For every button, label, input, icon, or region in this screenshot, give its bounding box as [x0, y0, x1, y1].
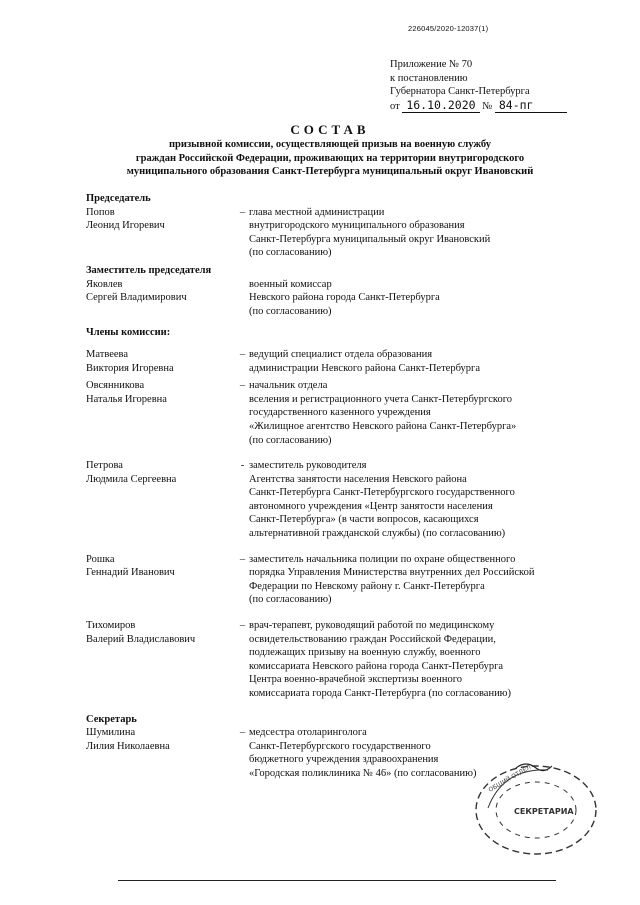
member-given-name: Наталья Игоревна [86, 393, 167, 405]
commission-roster [86, 192, 616, 781]
dash: – [239, 727, 246, 739]
member-duty-line: «Городская поликлиника № 46» (по согласованию) [249, 767, 477, 779]
member-entry [86, 379, 616, 447]
handwritten-number: 84-пг [495, 98, 568, 113]
stamp-ring-text: ОБЩИЙ ОТДЕЛ [487, 763, 533, 794]
member-duty-line: (по согласованию) [249, 247, 332, 259]
member-duty-line: вселения и регистрационного учета Санкт-Петербургского [249, 393, 512, 405]
member-given-name: Леонид Игоревич [86, 220, 165, 232]
member-entry [86, 206, 616, 260]
member-duty-line: порядка Управления Министерства внутренних дел Российской [249, 567, 535, 579]
member-duty-line: глава местной администрации [249, 206, 385, 218]
member-given-name: Сергей Владимирович [86, 292, 187, 304]
subtitle-line-2: граждан Российской Федерации, проживающих на территории внутригородского [135, 152, 525, 164]
bottom-rule [118, 880, 556, 881]
member-duty-line: (по согласованию) [249, 305, 332, 317]
member-duty-line: бюджетного учреждения здравоохранения [249, 754, 439, 766]
member-duty-line: комиссариата города Санкт-Петербурга (по согласованию) [249, 688, 512, 699]
member-duty-line: военный комиссар [249, 278, 332, 290]
dash: – [239, 620, 246, 632]
member-duty-line: (по согласованию) [249, 594, 332, 606]
member-given-name: Виктория Игоревна [86, 362, 174, 374]
section-chairman: Председатель [86, 193, 151, 204]
member-duty-line: Санкт-Петербурга» (в части вопросов, касающихся [249, 514, 479, 526]
handwritten-date: 16.10.2020 [402, 98, 479, 113]
member-surname: Попов [86, 206, 115, 218]
member-duty-line: Невского района города Санкт-Петербурга [249, 292, 440, 304]
section-secretary: Секретарь [86, 713, 137, 725]
member-surname: Петрова [86, 460, 123, 472]
section-members: Члены комиссии: [86, 327, 171, 339]
stamp-center-text: СЕКРЕТАРИА [514, 807, 574, 816]
appendix-block [390, 58, 567, 113]
member-duty-line: заместитель начальника полиции по охране общественного [249, 553, 516, 565]
member-duty-line: Федерации по Невскому району г. Санкт-Петербурга [249, 580, 485, 592]
from-prefix: от [390, 100, 400, 112]
official-stamp [468, 758, 603, 860]
member-duty-line: внутригородского муниципального образования [249, 220, 465, 232]
number-sign: № [482, 100, 493, 112]
dash: – [239, 206, 246, 218]
member-given-name: Людмила Сергеевна [86, 473, 177, 485]
member-duty-line: ведущий специалист отдела образования [249, 348, 433, 360]
member-duty-line: медсестра отоларинголога [249, 727, 367, 739]
member-duty-line: Центра военно-врачебной экспертизы военного [249, 674, 463, 686]
member-surname: Овсянникова [86, 380, 145, 392]
member-entry [86, 553, 616, 607]
document-number: 226045/2020-12037(1) [408, 24, 489, 33]
member-duty-line: врач-терапевт, руководящий работой по медицинскому [249, 620, 495, 632]
member-duty-line: освидетельствованию граждан Российской Федерации, [249, 633, 496, 645]
member-duty-line: альтернативной гражданской службы) (по согласованию) [249, 528, 506, 540]
subtitle-line-3: муниципального образования Санкт-Петербурга муниципальный округ Ивановский [126, 166, 534, 177]
subtitle-line-1: призывной комиссии, осуществляющей призыв на военную службу [169, 139, 491, 150]
dash: - [240, 460, 245, 472]
member-given-name: Геннадий Иванович [86, 567, 175, 579]
member-duty-line: подлежащих призыву на военную службу, военного [249, 647, 481, 659]
member-duty-line: государственного казенного учреждения [249, 407, 431, 419]
dash [236, 278, 249, 319]
document-title: СОСТАВ [290, 122, 370, 137]
appendix-line-1: Приложение № 70 [390, 59, 473, 70]
dash: – [239, 380, 246, 392]
member-given-name: Валерий Владиславович [86, 633, 196, 645]
member-entry [86, 278, 616, 319]
member-entry [86, 348, 616, 375]
dash: – [239, 348, 246, 360]
title-block [40, 122, 620, 179]
member-surname: Яковлев [86, 278, 123, 290]
member-duty-line: начальник отдела [249, 380, 328, 392]
appendix-date-line [390, 99, 567, 114]
member-duty-line: Агентства занятости населения Невского района [249, 473, 467, 485]
member-duty-line: Санкт-Петербургского государственного [249, 740, 431, 752]
member-surname: Матвеева [86, 348, 129, 360]
member-duty-line: заместитель руководителя [249, 460, 367, 472]
member-entry [86, 459, 616, 541]
member-surname: Рошка [86, 553, 115, 565]
appendix-line-2: к постановлению [390, 72, 468, 84]
dash: – [239, 553, 246, 565]
member-duty-line: автономного учреждения «Центр занятости населения [249, 500, 493, 512]
member-entry [86, 619, 616, 701]
member-duty-line: Санкт-Петербурга Санкт-Петербургского государственного [249, 487, 515, 499]
member-given-name: Лилия Николаевна [86, 740, 170, 752]
member-duty-line: (по согласованию) [249, 434, 332, 446]
member-duty-line: Санкт-Петербурга муниципальный округ Ивановский [249, 233, 491, 245]
member-surname: Шумилина [86, 727, 136, 739]
member-surname: Тихомиров [86, 620, 136, 632]
member-duty-line: комиссариата Невского района города Санкт-Петербурга [249, 660, 504, 672]
appendix-line-3: Губернатора Санкт-Петербурга [390, 86, 530, 97]
member-duty-line: «Жилищное агентство Невского района Санкт-Петербурга» [249, 420, 517, 432]
member-duty-line: администрации Невского района Санкт-Петербурга [249, 362, 480, 374]
section-deputy: Заместитель председателя [86, 264, 212, 276]
